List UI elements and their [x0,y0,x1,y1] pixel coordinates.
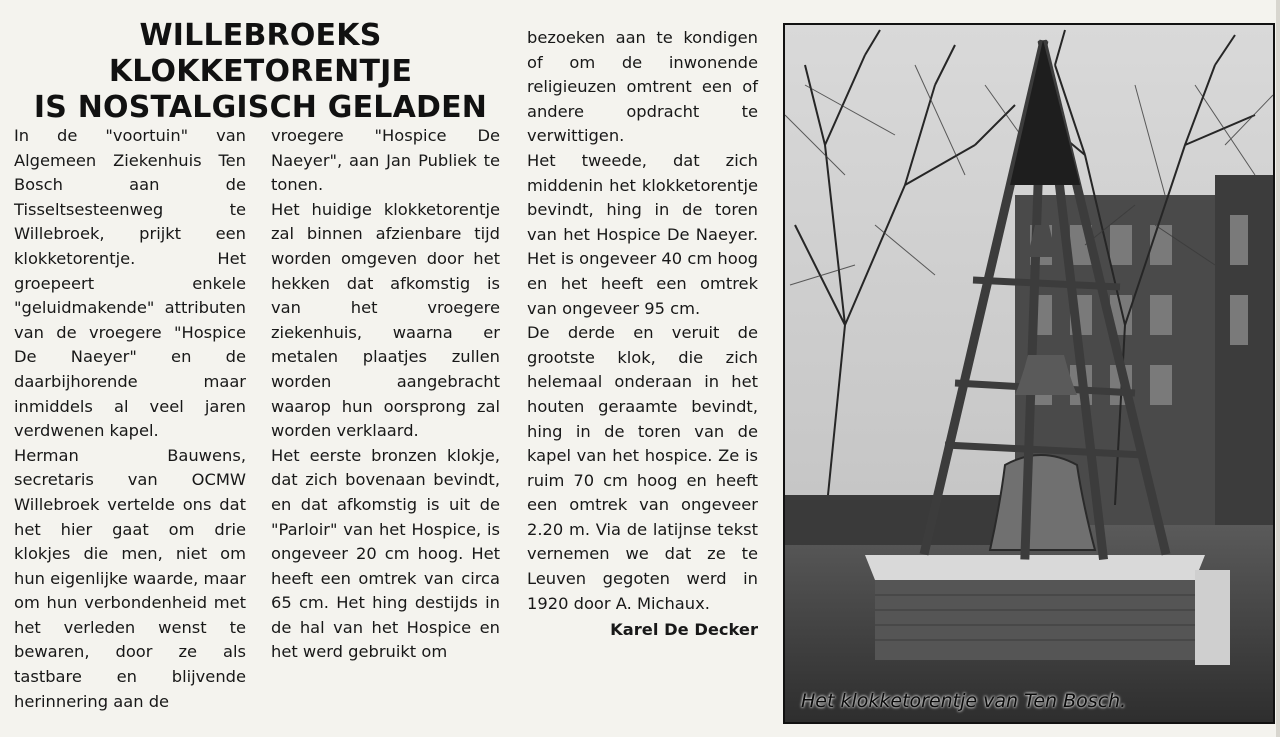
author-byline: Karel De Decker [610,620,758,640]
paragraph: bezoeken aan te kondigen of om de inwonende religieuzen omtrent een of andere opdracht te verwittigen. [527,28,758,146]
article-column-1 [14,124,246,714]
bell-tower-photo [783,23,1275,724]
headline-line-1: WILLEBROEKS KLOKKETORENTJE [108,18,413,89]
article-column-3 [527,26,758,643]
paragraph: Het tweede, dat zich middenin het klokketorentje bevindt, hing in de toren van het Hospice De Naeyer. Het is ongeveer 40 cm hoog en het heeft een omtrek van ongeveer 95 cm. [527,150,758,318]
bell-tower-illustration [785,25,1273,722]
paragraph: In de "voortuin" van Algemeen Ziekenhuis Ten Bosch aan de Tisseltsesteenweg te Willebroek, prijkt een klokketorentje. Het groepeert enkele "geluidmakende" attributen van de vroegere "Hospice De Naeyer" en de daarbijhorende maar inmiddels al veel jaren verdwenen kapel. [14,126,246,441]
article-headline [8,18,513,126]
paragraph: Het eerste bronzen klokje, dat zich bovenaan bevindt, en dat afkomstig is uit de "Parloir" van het Hospice, is ongeveer 20 cm hoog. Het heeft een omtrek van circa 65 cm. Het hing destijds in de hal van het Hospice en het werd gebruikt om [271,445,500,662]
photo-caption: Het klokketorentje van Ten Bosch. [801,690,1127,712]
article-column-2 [271,124,500,665]
adjacent-page-edge [1276,0,1280,737]
paragraph: vroegere "Hospice De Naeyer", aan Jan Publiek te tonen. [271,126,500,195]
paragraph: Herman Bauwens, secretaris van OCMW Willebroek vertelde ons dat het hier gaat om drie klokjes die men, niet om hun eigenlijke waarde, maar om hun verbondenheid met het verleden wenst te bewaren, door ze als tastbare en blijvende herinnering aan de [14,445,246,711]
paragraph: De derde en veruit de grootste klok, die zich helemaal onderaan in het houten geraamte bevindt, hing in de toren van de kapel van het hospice. Ze is ruim 70 cm hoog en heeft een omtrek van ongeveer 2.20 m. Via de latijnse tekst vernemen we dat ze te Leuven gegoten werd in 1920 door A. Michaux. [527,323,758,613]
headline-line-2: IS NOSTALGISCH GELADEN [33,90,488,125]
paragraph: Het huidige klokketorentje zal binnen afzienbare tijd worden omgeven door het hekken dat afkomstig is van het vroegere ziekenhuis, waarna er metalen plaatjes zullen worden aangebracht waarop hun oorsprong zal worden verklaard. [271,199,500,441]
